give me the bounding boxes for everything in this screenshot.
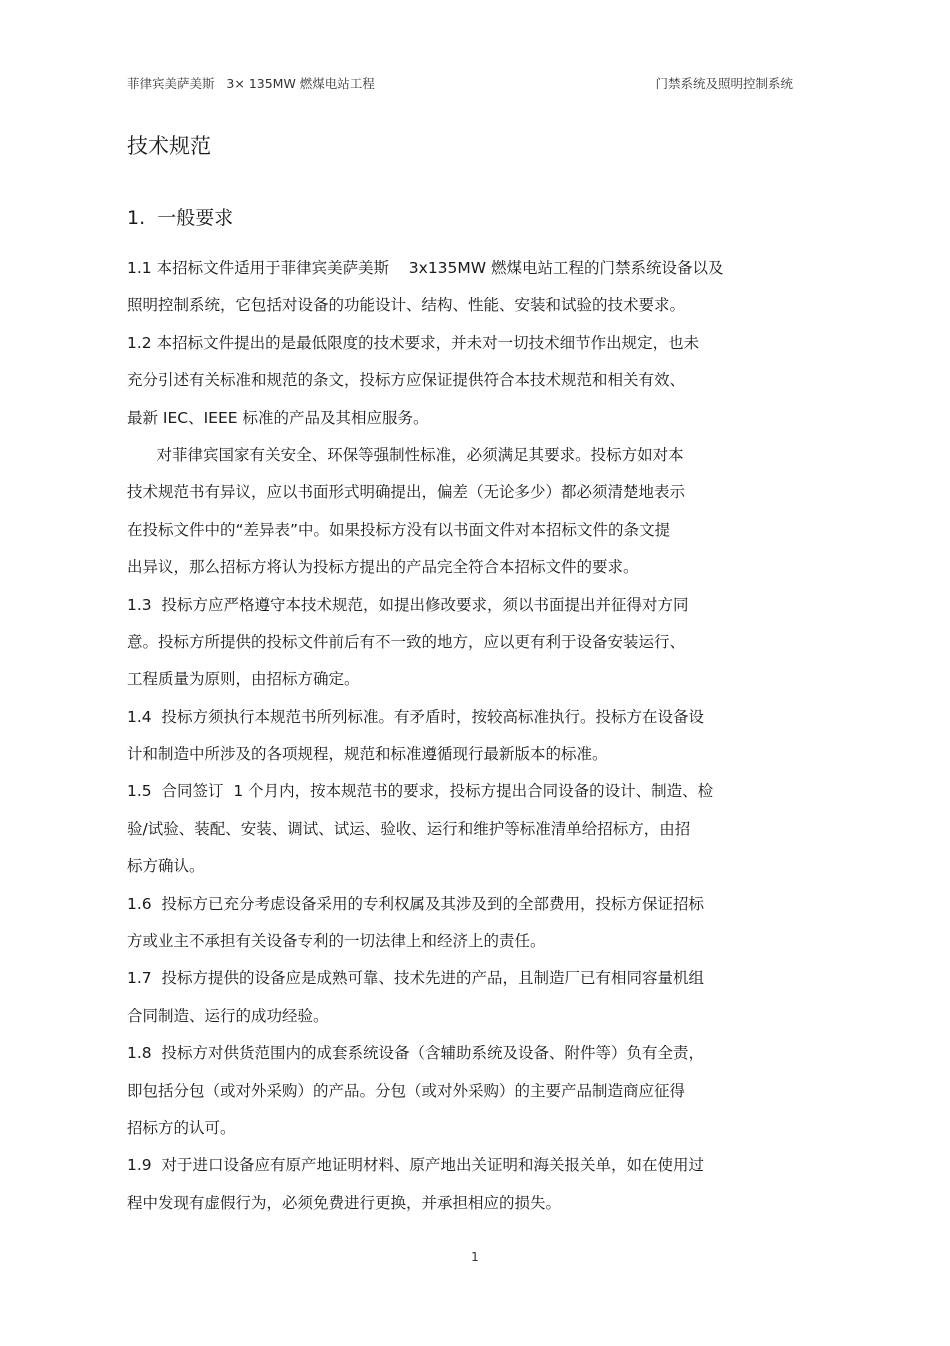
text-line: 对菲律宾国家有关安全、环保等强制性标准，必须满足其要求。投标方如对本 <box>127 445 684 464</box>
paragraph <box>127 699 807 774</box>
text-line: 即包括分包（或对外采购）的产品。分包（或对外采购）的主要产品制造商应征得 <box>127 1081 686 1100</box>
text-line: 技术规范书有异议，应以书面形式明确提出，偏差（无论多少）都必须清楚地表示 <box>127 483 686 502</box>
text-line: 1.7 投标方提供的设备应是成熟可靠、技术先进的产品，且制造厂已有相同容量机组 <box>127 969 705 988</box>
text-line: 招标方的认可。 <box>127 1118 236 1137</box>
text-line: 1.6 投标方已充分考虑设备采用的专利权属及其涉及到的全部费用，投标方保证招标 <box>127 894 705 913</box>
text-line: 1.8 投标方对供货范围内的成套系统设备（含辅助系统及设备、附件等）负有全责， <box>127 1044 705 1063</box>
text-line: 出异议，那么招标方将认为投标方提出的产品完全符合本招标文件的要求。 <box>127 558 639 577</box>
paragraph <box>127 1035 807 1147</box>
paragraph <box>127 773 807 885</box>
text-line: 标方确认。 <box>127 857 205 876</box>
page-title: 技术规范 <box>127 134 211 158</box>
text-line: 1.1 本招标文件适用于菲律宾美萨美斯 3x135MW 燃煤电站工程的门禁系统设备以及 <box>127 259 724 277</box>
text-line: 1.2 本招标文件提出的是最低限度的技术要求，并未对一切技术细节作出规定，也未 <box>127 333 700 352</box>
paragraph <box>127 886 807 961</box>
paragraph <box>127 1147 807 1222</box>
header-system-name: 门禁系统及照明控制系统 <box>655 76 793 91</box>
paragraph <box>127 437 807 587</box>
text-line: 合同制造、运行的成功经验。 <box>127 1006 329 1025</box>
text-line: 充分引述有关标准和规范的条文，投标方应保证提供符合本技术规范和相关有效、 <box>127 371 686 390</box>
page-header <box>127 74 793 94</box>
paragraph <box>127 960 807 1035</box>
paragraph <box>127 250 807 325</box>
text-line: 1.9 对于进口设备应有原产地证明材料、原产地出关证明和海关报关单，如在使用过 <box>127 1156 705 1175</box>
text-line: 照明控制系统，它包括对设备的功能设计、结构、性能、安装和试验的技术要求。 <box>127 296 686 315</box>
paragraph <box>127 325 807 437</box>
text-line: 1.5 合同签订 1 个月内，按本规范书的要求，投标方提出合同设备的设计、制造、检 <box>127 782 714 801</box>
text-line: 在投标文件中的“差异表”中。如果投标方没有以书面文件对本招标文件的条文提 <box>127 520 671 539</box>
page-number: 1 <box>471 1250 479 1264</box>
text-line: 最新 IEC、IEEE 标准的产品及其相应服务。 <box>127 408 429 427</box>
text-line: 1.3 投标方应严格遵守本技术规范，如提出修改要求，须以书面提出并征得对方同 <box>127 595 689 614</box>
document-body <box>127 250 807 1222</box>
paragraph <box>127 587 807 699</box>
text-line: 程中发现有虚假行为，必须免费进行更换，并承担相应的损失。 <box>127 1193 562 1212</box>
section-heading: 1. 一般要求 <box>127 207 234 229</box>
text-line: 验/试验、装配、安装、调试、试运、验收、运行和维护等标准清单给招标方，由招 <box>127 819 691 838</box>
text-line: 工程质量为原则，由招标方确定。 <box>127 670 360 689</box>
header-project-title: 菲律宾美萨美斯 3× 135MW 燃煤电站工程 <box>127 76 375 91</box>
text-line: 1.4 投标方须执行本规范书所列标准。有矛盾时，按较高标准执行。投标方在设备设 <box>127 707 705 726</box>
text-line: 方或业主不承担有关设备专利的一切法律上和经济上的责任。 <box>127 932 546 951</box>
text-line: 计和制造中所涉及的各项规程，规范和标准遵循现行最新版本的标准。 <box>127 745 608 764</box>
text-line: 意。投标方所提供的投标文件前后有不一致的地方，应以更有利于设备安装运行、 <box>127 632 686 651</box>
